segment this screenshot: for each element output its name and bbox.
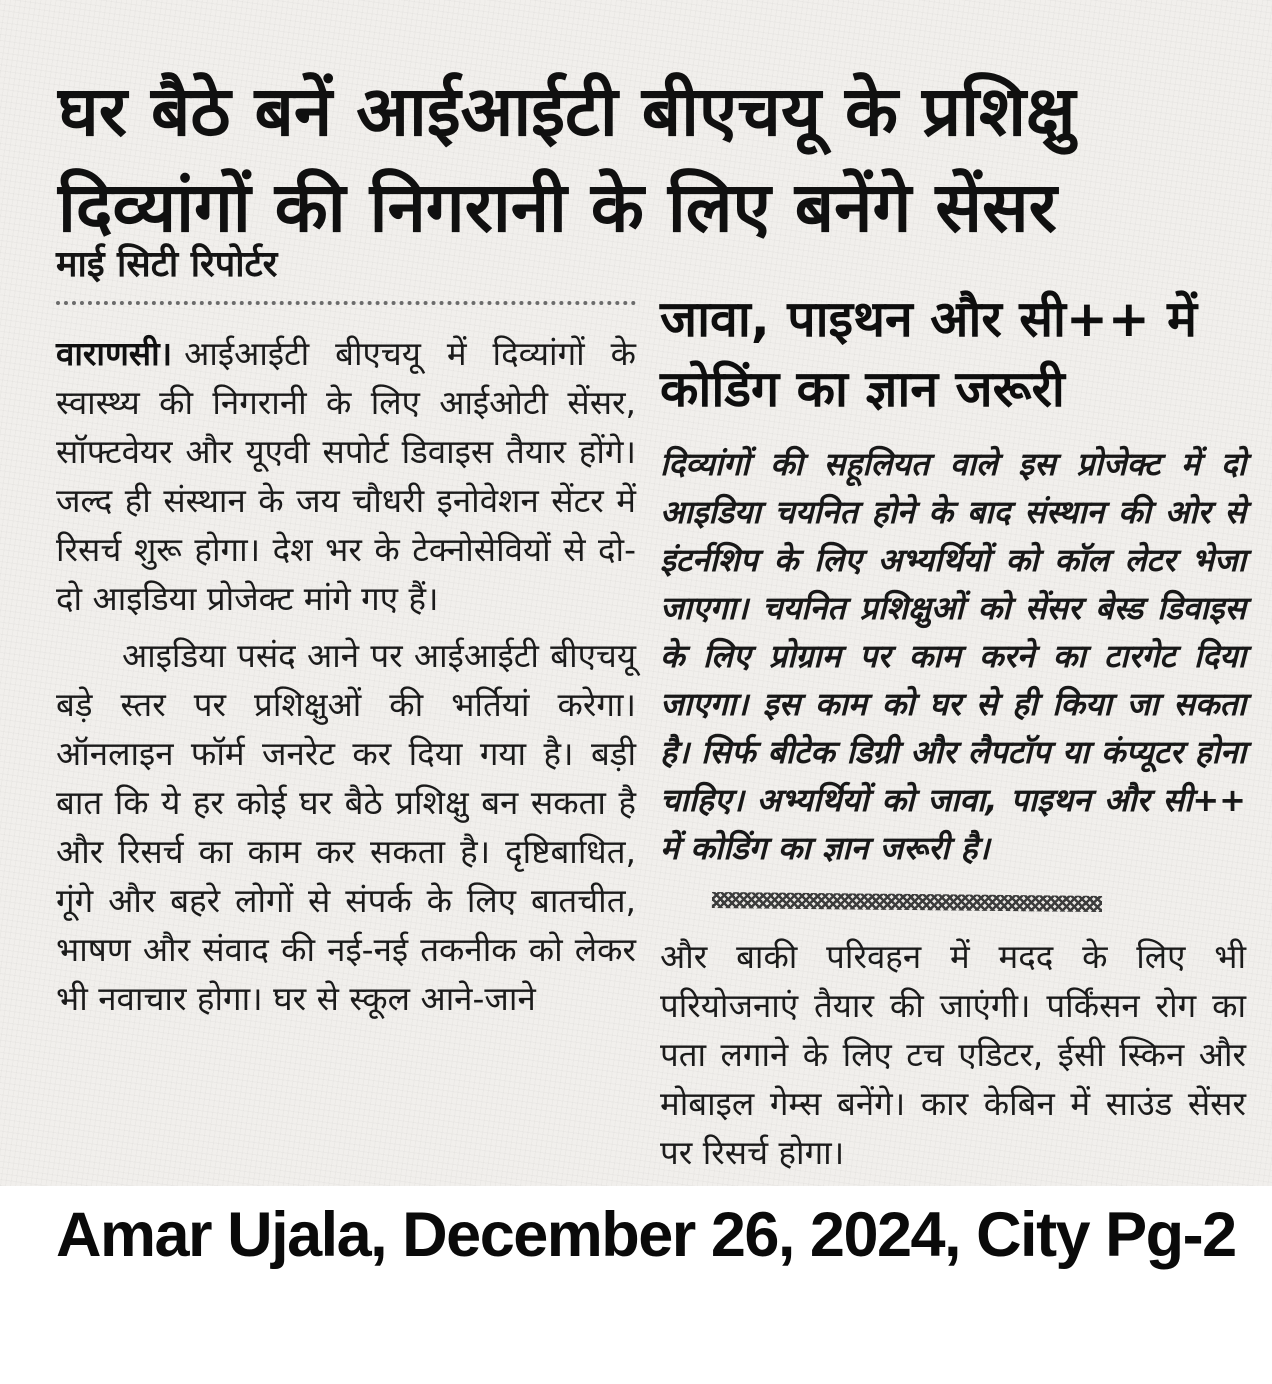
article-left-column [56, 238, 636, 1023]
article-headline: घर बैठे बनें आईआईटी बीएचयू के प्रशिक्षु दिव्यांगों की निगरानी के लिए बनेंगे सेंसर [58, 72, 1076, 249]
article-subheading: जावा, पाइथन और सी++ में कोडिंग का ज्ञान जरूरी [660, 289, 1198, 418]
crosshatch-divider [712, 891, 1102, 911]
reporter-byline: माई सिटी रिपोर्टर [56, 238, 636, 305]
left-paragraph-1-text: आईआईटी बीएचयू में दिव्यांगों के स्वास्थ्य की निगरानी के लिए आईओटी सेंसर, सॉफ्टवेयर और यूएवी सपोर्ट डिवाइस तैयार होंगे। जल्द ही संस्थान के जय चौधरी इनोवेशन सेंटर में रिसर्च शुरू होगा। देश भर के टेक्नोसेवियों से दो-दो आइडिया प्रोजेक्ट मांगे गए हैं। [56, 334, 636, 618]
left-paragraph-1 [56, 329, 636, 623]
dateline: वाराणसी। [56, 334, 173, 373]
article-right-column [660, 242, 1246, 1177]
right-paragraph-1: दिव्यांगों की सहूलियत वाले इस प्रोजेक्ट में दो आइडिया चयनित होने के बाद संस्थान की ओर से इंटर्नशिप के लिए अभ्यर्थियों को कॉल लेटर भेजा जाएगा। चयनित प्रशिक्षुओं को सेंसर बेस्ड डिवाइस के लिए प्रोग्राम पर काम करने का टारगेट दिया जाएगा। इस काम को घर से ही किया जा सकता है। सिर्फ बीटेक डिग्री और लैपटॉप या कंप्यूटर होना चाहिए। अभ्यर्थियों को जावा, पाइथन और सी++ में कोडिंग का ज्ञान जरूरी है। [660, 444, 1246, 867]
source-caption: Amar Ujala, December 26, 2024, City Pg-2 [56, 1186, 1236, 1284]
left-paragraph-2: आइडिया पसंद आने पर आईआईटी बीएचयू बड़े स्तर पर प्रशिक्षुओं की भर्तियां करेगा। ऑनलाइन फॉर्म जनरेट कर दिया गया है। बड़ी बात कि ये हर कोई घर बैठे प्रशिक्षु बन सकता है और रिसर्च का काम कर सकता है। दृष्टिबाधित, गूंगे और बहरे लोगों से संपर्क के लिए बातचीत, भाषण और संवाद की नई-नई तकनीक को लेकर भी नवाचार होगा। घर से स्कूल आने-जाने [56, 636, 636, 1018]
right-paragraph-2: और बाकी परिवहन में मदद के लिए भी परियोजनाएं तैयार की जाएंगी। पर्किंसन रोग का पता लगाने के लिए टच एडिटर, ईसी स्किन और मोबाइल गेम्स बनेंगे। कार केबिन में साउंड सेंसर पर रिसर्च होगा। [660, 936, 1246, 1172]
